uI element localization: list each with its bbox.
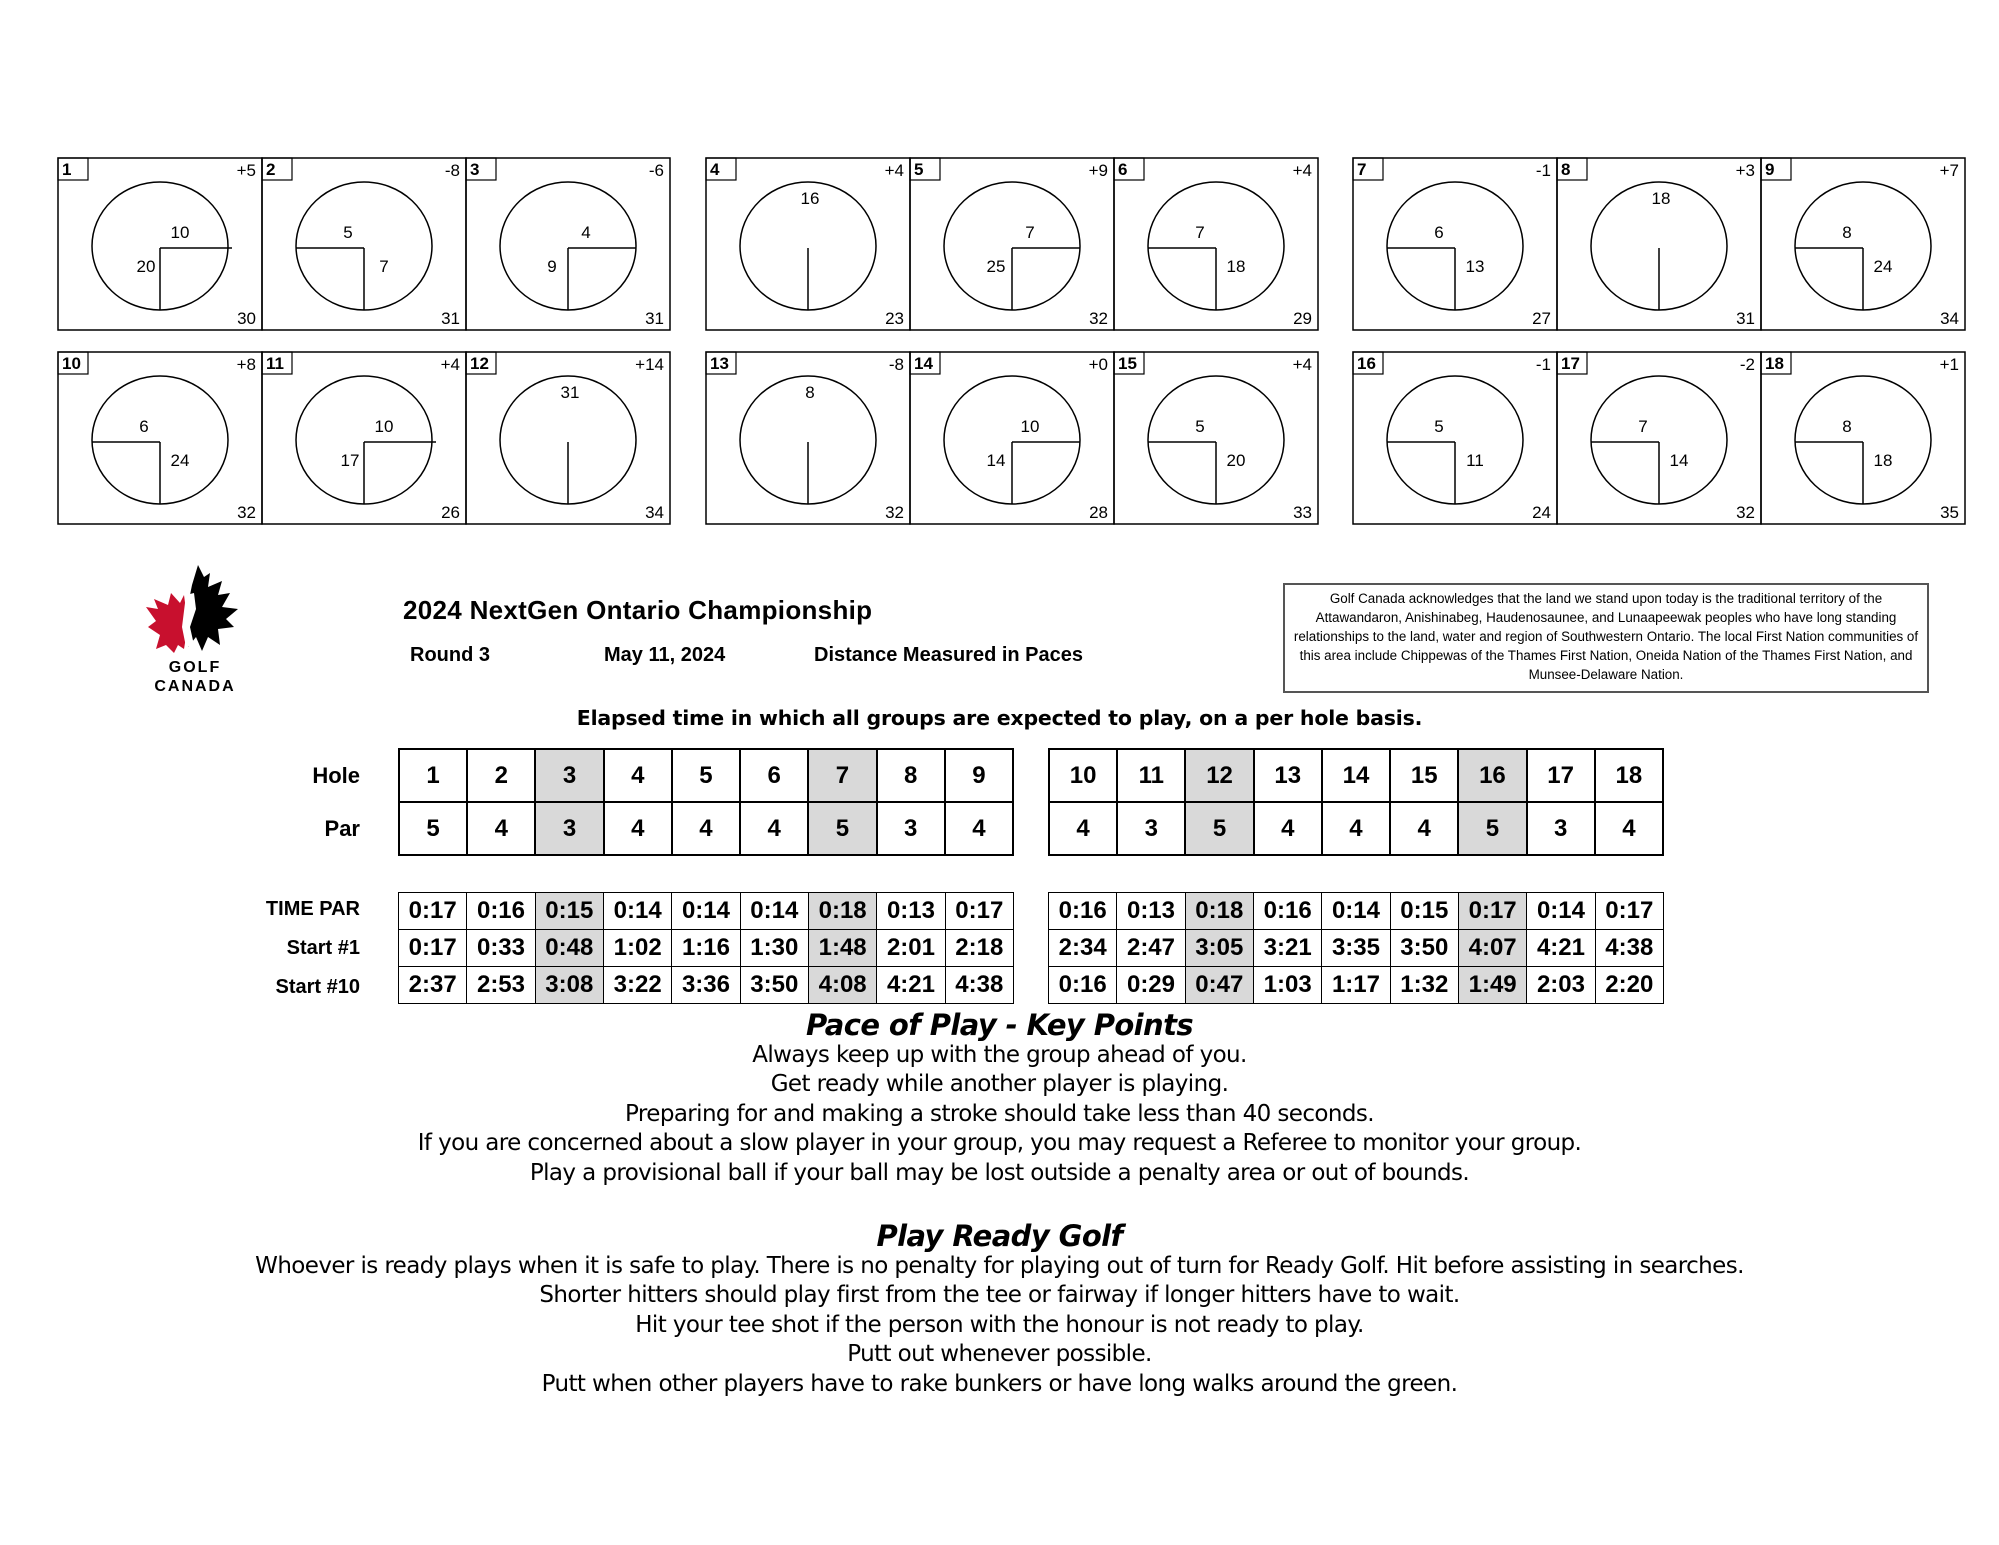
green-depth: 34: [1940, 309, 1959, 328]
score-cell: 4: [1049, 802, 1117, 855]
score-cell: 1:32: [1390, 967, 1458, 1004]
pin-from-front: 24: [1873, 257, 1893, 276]
score-cell: 0:16: [467, 893, 535, 930]
pin-from-front: 7: [379, 257, 389, 276]
row-label-time-par: TIME PAR: [265, 898, 360, 920]
score-cell: 4:08: [808, 967, 876, 1004]
pin-adjustment: +14: [635, 355, 664, 374]
pin-adjustment: -1: [1535, 161, 1551, 180]
pin-from-front: 20: [136, 257, 156, 276]
ready-line: Shorter hitters should play first from the tee or fairway if longer hitters have to wait.: [539, 1282, 1460, 1308]
score-cell: 1:49: [1458, 967, 1526, 1004]
score-cell: 0:17: [945, 893, 1013, 930]
score-cell: 6: [740, 749, 808, 802]
green-depth: 31: [441, 309, 460, 328]
score-cell: 5: [399, 802, 467, 855]
score-cell: 0:13: [1117, 893, 1185, 930]
score-cell: 1:17: [1322, 967, 1390, 1004]
score-cell: 0:33: [467, 930, 535, 967]
pin-from-front: 11: [1466, 451, 1484, 470]
hole-number: 9: [1765, 160, 1775, 179]
score-cell: 1: [399, 749, 467, 802]
pin-from-front: 14: [1669, 451, 1689, 470]
score-cell: 7: [808, 749, 876, 802]
ready-line: Putt when other players have to rake bunkers or have long walks around the green.: [541, 1370, 1458, 1397]
row-label-hole: Hole: [312, 763, 360, 788]
score-cell: 4: [1322, 802, 1390, 855]
pin-adjustment: +3: [1735, 161, 1755, 180]
elapsed-heading: Elapsed time in which all groups are expected to play, on a per hole basis.: [576, 706, 1423, 730]
green-depth: 28: [1089, 503, 1108, 522]
score-cell: 3:05: [1185, 930, 1253, 967]
score-cell: 1:03: [1253, 967, 1321, 1004]
score-cell: 4:07: [1458, 930, 1526, 967]
hole-number: 10: [62, 354, 81, 373]
hole-number: 18: [1765, 354, 1784, 373]
score-cell: 0:14: [1527, 893, 1595, 930]
pin-adjustment: +8: [236, 355, 256, 374]
time-table-front: [398, 892, 1014, 1004]
score-cell: 3: [535, 802, 603, 855]
score-cell: 0:16: [1253, 893, 1321, 930]
hole-par-table-front: [398, 748, 1014, 856]
pin-adjustment: +4: [884, 161, 904, 180]
score-cell: 0:47: [1185, 967, 1253, 1004]
score-cell: 4: [740, 802, 808, 855]
score-cell: 10: [1049, 749, 1117, 802]
score-cell: 2:03: [1527, 967, 1595, 1004]
score-cell: 3:22: [603, 967, 671, 1004]
score-cell: 2:47: [1117, 930, 1185, 967]
ready-line: Putt out whenever possible.: [847, 1341, 1152, 1367]
pin-from-front: 25: [986, 257, 1006, 276]
score-cell: 4: [1390, 802, 1458, 855]
ready-line: Hit your tee shot if the person with the honour is not ready to play.: [635, 1311, 1364, 1338]
score-cell: 4: [1595, 802, 1663, 855]
score-cell: 14: [1322, 749, 1390, 802]
ready-line: Whoever is ready plays when it is safe to play. There is no penalty for playing out of turn for Ready Golf. Hit before assisting in searches.: [255, 1252, 1744, 1279]
score-cell: 2: [467, 749, 535, 802]
pace-of-play-section: [0, 1008, 1999, 1188]
pin-from-edge: 6: [139, 417, 149, 436]
pace-line: Always keep up with the group ahead of you.: [752, 1041, 1247, 1068]
score-cell: 17: [1527, 749, 1595, 802]
pin-from-edge: 6: [1434, 223, 1444, 242]
score-cell: 4: [945, 802, 1013, 855]
score-cell: 4:21: [1527, 930, 1595, 967]
pin-from-front: 16: [800, 189, 820, 208]
score-cell: 0:17: [1595, 893, 1663, 930]
score-cell: 0:15: [1390, 893, 1458, 930]
hole-number: 3: [470, 160, 480, 179]
row-label-start10: Start #10: [275, 976, 360, 998]
hole-number: 1: [62, 160, 72, 179]
score-cell: 0:18: [808, 893, 876, 930]
hole-number: 13: [710, 354, 729, 373]
pin-adjustment: +4: [440, 355, 460, 374]
pin-adjustment: -2: [1739, 355, 1755, 374]
green-depth: 32: [1736, 503, 1755, 522]
hole-row: [399, 749, 1013, 802]
score-cell: 3:21: [1253, 930, 1321, 967]
score-cell: 4: [467, 802, 535, 855]
score-cell: 1:16: [672, 930, 740, 967]
start1-row: [399, 930, 1014, 967]
score-cell: 0:15: [535, 893, 603, 930]
logo-golf: GOLF: [168, 659, 222, 676]
hole-number: 5: [914, 160, 924, 179]
score-cell: 3:08: [535, 967, 603, 1004]
pin-adjustment: -6: [648, 161, 664, 180]
score-cell: 4:21: [877, 967, 945, 1004]
score-cell: 8: [877, 749, 945, 802]
score-cell: 2:18: [945, 930, 1013, 967]
score-cell: 2:53: [467, 967, 535, 1004]
maple-leaf-red: [146, 593, 188, 653]
score-cell: 3:35: [1322, 930, 1390, 967]
pin-sheet: [0, 0, 1999, 540]
distance-note: Distance Measured in Paces: [814, 644, 1084, 666]
score-cell: 3:50: [1390, 930, 1458, 967]
pin-from-front: 17: [340, 451, 360, 470]
pin-adjustment: +1: [1939, 355, 1959, 374]
pin-from-front: 8: [805, 383, 815, 402]
score-cell: 4: [604, 802, 672, 855]
score-cell: 3: [1527, 802, 1595, 855]
score-cell: 12: [1185, 749, 1253, 802]
pin-from-front: 18: [1651, 189, 1671, 208]
green-depth: 33: [1293, 503, 1312, 522]
hole-number: 8: [1561, 160, 1571, 179]
pin-from-edge: 10: [1020, 417, 1040, 436]
pin-from-edge: 5: [1195, 417, 1205, 436]
score-cell: 2:37: [399, 967, 467, 1004]
score-cell: 5: [808, 802, 876, 855]
score-cell: 5: [1458, 802, 1526, 855]
hole-number: 4: [710, 160, 720, 179]
score-cell: 5: [1185, 802, 1253, 855]
green-depth: 35: [1940, 503, 1959, 522]
hole-par-table-back: [1048, 748, 1664, 856]
event-title: 2024 NextGen Ontario Championship: [403, 595, 873, 625]
score-cell: 3:36: [672, 967, 740, 1004]
score-cell: 1:30: [740, 930, 808, 967]
land-acknowledgement: Golf Canada acknowledges that the land we stand upon today is the traditional territory of the Attawandaron, Anishinabeg, Haudenosaunee, and Lunaapeewak peoples who have long standing relationships to the land, water and region of Southwestern Ontario. The local First Nation communities of this area include Chippewas of the Thames First Nation, Oneida Nation of the Thames First Nation, and Munsee-Delaware Nation.: [1283, 583, 1929, 693]
score-cell: 15: [1390, 749, 1458, 802]
event-date: May 11, 2024: [604, 644, 726, 666]
score-cell: 0:14: [1322, 893, 1390, 930]
pin-from-edge: 8: [1842, 223, 1852, 242]
pin-from-edge: 7: [1195, 223, 1205, 242]
score-cell: 18: [1595, 749, 1663, 802]
pin-from-edge: 8: [1842, 417, 1852, 436]
score-cell: 4:38: [945, 967, 1013, 1004]
pin-from-edge: 10: [170, 223, 190, 242]
hole-number: 2: [266, 160, 276, 179]
hole-number: 14: [914, 354, 933, 373]
hole-number: 17: [1561, 354, 1580, 373]
score-cell: 4:38: [1595, 930, 1663, 967]
hole-number: 12: [470, 354, 489, 373]
pin-from-front: 14: [986, 451, 1006, 470]
pace-line: If you are concerned about a slow player in your group, you may request a Referee to monitor your group.: [417, 1130, 1582, 1156]
pin-from-edge: 5: [343, 223, 353, 242]
pin-adjustment: +0: [1088, 355, 1108, 374]
score-cell: 0:17: [1458, 893, 1526, 930]
row-label-start1: Start #1: [286, 937, 360, 959]
hole-row: [1049, 749, 1663, 802]
pin-from-front: 31: [560, 383, 580, 402]
green-depth: 26: [441, 503, 460, 522]
score-cell: 4: [1254, 802, 1322, 855]
row-label-par: Par: [324, 816, 360, 841]
start10-row: [399, 967, 1014, 1004]
score-cell: 0:17: [399, 930, 467, 967]
pin-adjustment: +4: [1292, 161, 1312, 180]
pin-from-edge: 10: [374, 417, 394, 436]
pin-from-edge: 5: [1434, 417, 1444, 436]
score-cell: 4: [672, 802, 740, 855]
score-cell: 0:14: [672, 893, 740, 930]
pin-from-front: 18: [1226, 257, 1246, 276]
green-depth: 32: [885, 503, 904, 522]
logo-canada: CANADA: [154, 678, 236, 695]
score-cell: 3: [877, 802, 945, 855]
green-depth: 29: [1293, 309, 1312, 328]
green-depth: 23: [885, 309, 904, 328]
time-table-back: [1048, 892, 1664, 1004]
green-depth: 27: [1532, 309, 1551, 328]
pin-from-front: 9: [547, 257, 557, 276]
score-cell: 4: [604, 749, 672, 802]
pin-from-edge: 7: [1638, 417, 1648, 436]
hole-number: 6: [1118, 160, 1128, 179]
score-cell: 16: [1458, 749, 1526, 802]
score-cell: 9: [945, 749, 1013, 802]
green-depth: 34: [645, 503, 664, 522]
pace-heading: Pace of Play - Key Points: [805, 1008, 1193, 1042]
pin-from-front: 20: [1226, 451, 1246, 470]
green-depth: 31: [1736, 309, 1755, 328]
score-cell: 1:48: [808, 930, 876, 967]
score-cell: 0:29: [1117, 967, 1185, 1004]
pace-line: Play a provisional ball if your ball may be lost outside a penalty area or out of bounds.: [529, 1159, 1470, 1186]
green-depth: 32: [237, 503, 256, 522]
start1-row: [1049, 930, 1664, 967]
time-par-row: [399, 893, 1014, 930]
pin-adjustment: +4: [1292, 355, 1312, 374]
pin-adjustment: -8: [888, 355, 904, 374]
pin-adjustment: +5: [236, 161, 256, 180]
pace-line: Get ready while another player is playing.: [770, 1071, 1229, 1097]
pin-from-edge: 4: [581, 223, 591, 242]
score-cell: 0:14: [603, 893, 671, 930]
pin-adjustment: -1: [1535, 355, 1551, 374]
start10-row: [1049, 967, 1664, 1004]
score-cell: 0:16: [1049, 967, 1117, 1004]
score-cell: 0:48: [535, 930, 603, 967]
hole-number: 11: [266, 354, 284, 373]
pin-from-front: 18: [1873, 451, 1893, 470]
score-cell: 2:01: [877, 930, 945, 967]
score-cell: 13: [1254, 749, 1322, 802]
pin-adjustment: +9: [1088, 161, 1108, 180]
score-cell: 3:50: [740, 967, 808, 1004]
par-row: [1049, 802, 1663, 855]
score-cell: 3: [535, 749, 603, 802]
pin-from-front: 24: [170, 451, 190, 470]
score-cell: 2:34: [1049, 930, 1117, 967]
pin-adjustment: +7: [1939, 161, 1959, 180]
score-cell: 5: [672, 749, 740, 802]
golf-canada-logo: [138, 565, 268, 695]
ready-heading: Play Ready Golf: [876, 1219, 1123, 1253]
time-par-row: [1049, 893, 1664, 930]
green-depth: 32: [1089, 309, 1108, 328]
ready-golf-section: [0, 1219, 1999, 1399]
score-cell: 0:16: [1049, 893, 1117, 930]
score-cell: 1:02: [603, 930, 671, 967]
score-cell: 0:17: [399, 893, 467, 930]
score-cell: 0:18: [1185, 893, 1253, 930]
score-cell: 0:13: [877, 893, 945, 930]
green-depth: 30: [237, 309, 256, 328]
score-cell: 0:14: [740, 893, 808, 930]
pin-from-front: 13: [1465, 257, 1485, 276]
par-row: [399, 802, 1013, 855]
pace-line: Preparing for and making a stroke should take less than 40 seconds.: [625, 1100, 1374, 1127]
round-label: Round 3: [410, 644, 490, 666]
green-depth: 24: [1532, 503, 1551, 522]
pin-adjustment: -8: [444, 161, 460, 180]
hole-number: 16: [1357, 354, 1376, 373]
score-cell: 11: [1117, 749, 1185, 802]
score-cell: 3: [1117, 802, 1185, 855]
pin-from-edge: 7: [1025, 223, 1035, 242]
hole-number: 7: [1357, 160, 1367, 179]
score-cell: 2:20: [1595, 967, 1663, 1004]
green-depth: 31: [645, 309, 664, 328]
hole-number: 15: [1118, 354, 1137, 373]
